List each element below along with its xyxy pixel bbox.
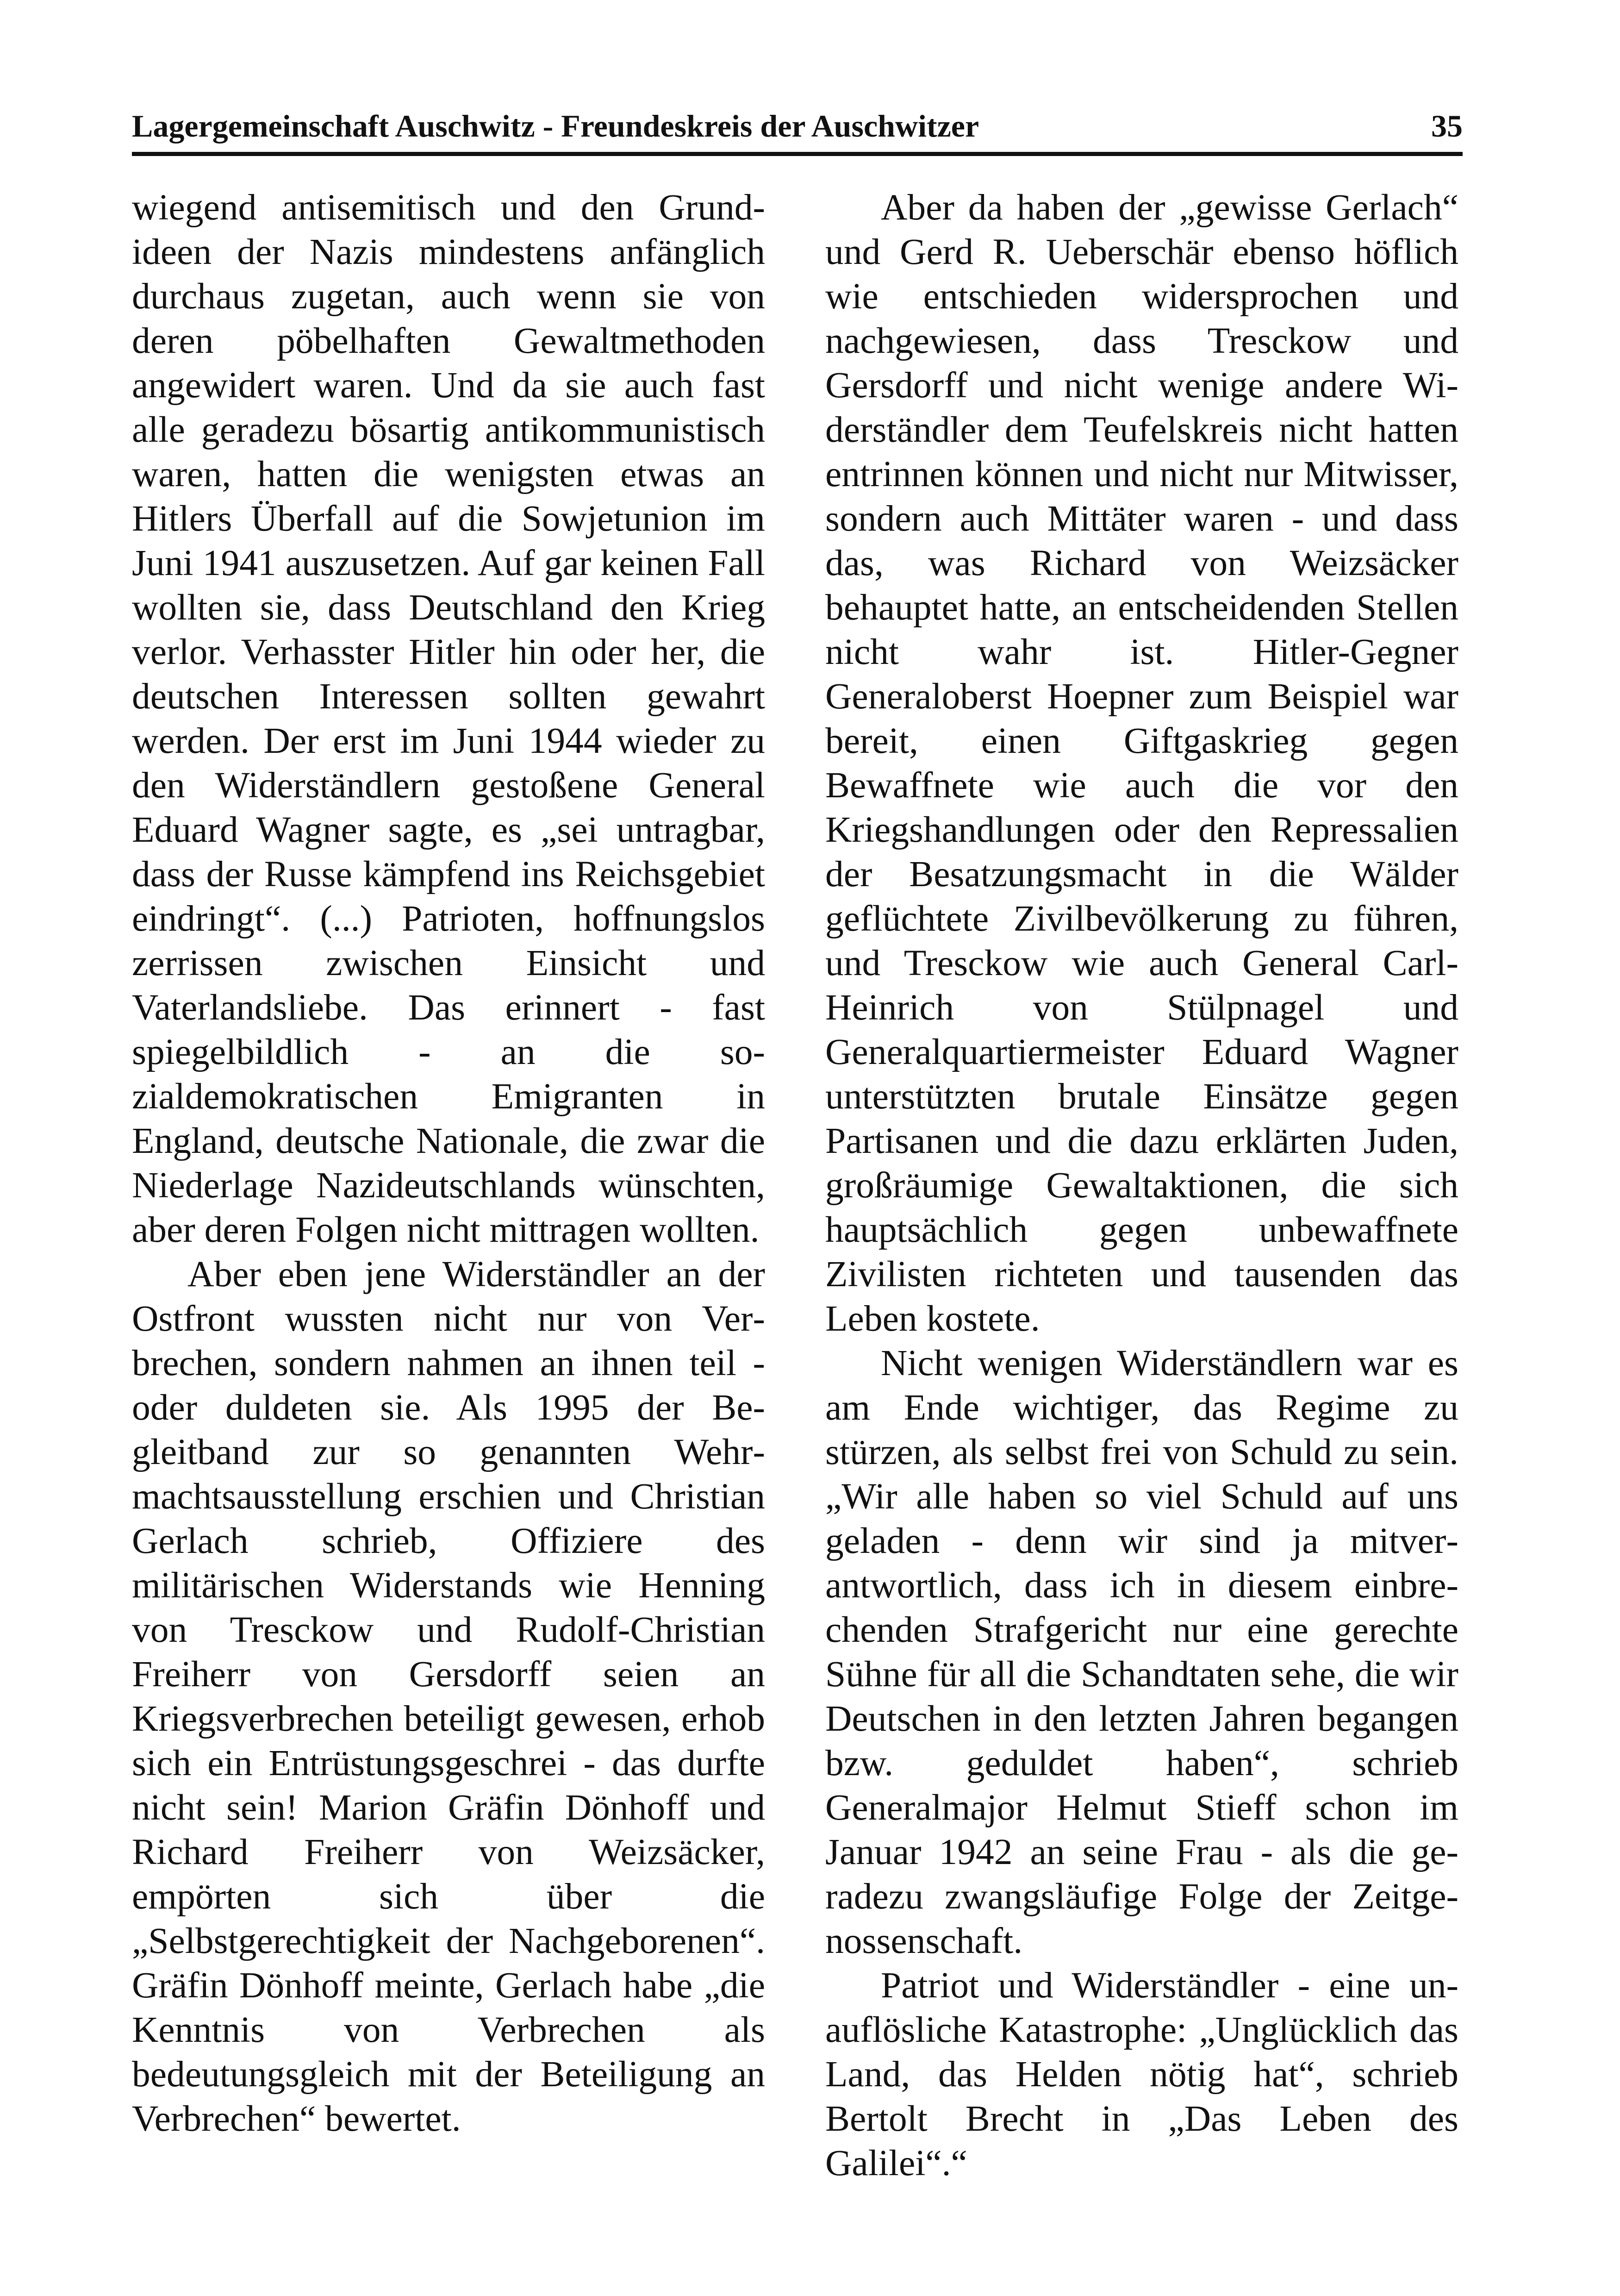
running-header-title: Lagergemeinschaft Auschwitz - Freundeskreis der Auschwitzer (132, 108, 979, 144)
page-number: 35 (1431, 108, 1463, 144)
right-paragraph-3: Patriot und Widerständler - eine unauflösliche Katastrophe: „Unglücklich das Land, das Helden nötig hat“, schrieb Bertolt Brecht in „Das Leben des Galilei“.“ (825, 1965, 1458, 2183)
right-paragraph-1: Aber da haben der „gewisse Gerlach“ und Gerd R. Ueberschär ebenso höflich wie entschieden widersprochen und nachgewiesen, dass Tresckow und Gersdorff und nicht wenige andere Widerständler dem Teufelskreis nicht hatten entrinnen können und nicht nur Mitwisser, sondern auch Mittäter waren - und dass das, was Richard von Weizsäcker behauptet hatte, an entscheidenden Stellen nicht wahr ist. Hitler-Gegner Generaloberst Hoepner zum Beispiel war bereit, einen Giftgaskrieg gegen Bewaffnete wie auch die vor den Kriegshandlungen oder den Repressalien der Besatzungsmacht in die Wälder geflüchtete Zivilbevölkerung zu führen, und Tresckow wie auch General Carl-Heinrich von Stülpnagel und Generalquartiermeister Eduard Wagner unterstützten brutale Einsätze gegen Partisanen und die dazu erklärten Juden, großräumige Gewaltaktionen, die sich hauptsächlich gegen unbewaffnete Zivilisten richteten und tausenden das Leben kostete. (825, 187, 1458, 1339)
right-paragraph-2: Nicht wenigen Widerständlern war es am Ende wichtiger, das Regime zu stürzen, als selbst frei von Schuld zu sein. „Wir alle haben so viel Schuld auf uns geladen - denn wir sind ja mitverantwortlich, dass ich in diesem einbrechenden Strafgericht nur eine gerechte Sühne für all die Schandtaten sehe, die wir Deutschen in den letzten Jahren begangen bzw. geduldet haben“, schrieb Generalmajor Helmut Stieff schon im Januar 1942 an seine Frau - als die geradezu zwangsläufige Folge der Zeitgenossenschaft. (825, 1343, 1458, 1961)
left-column (132, 185, 765, 2141)
left-paragraph-2: Aber eben jene Widerständler an der Ostfront wussten nicht nur von Verbrechen, sondern nahmen an ihnen teil - oder duldeten sie. Als 1995 der Begleitband zur so genannten Wehrmachtsausstellung erschien und Christian Gerlach schrieb, Offiziere des militärischen Widerstands wie Henning von Tresckow und Rudolf-Christian Freiherr von Gersdorff seien an Kriegsverbrechen beteiligt gewesen, erhob sich ein Entrüstungsgeschrei - das durfte nicht sein! Marion Gräfin Dönhoff und Richard Freiherr von Weizsäcker, empörten sich über die „Selbstgerechtigkeit der Nachgeborenen“. Gräfin Dönhoff meinte, Gerlach habe „die Kenntnis von Verbrechen als bedeutungsgleich mit der Beteiligung an Verbrechen“ bewertet. (132, 1254, 765, 2139)
running-header (132, 103, 1463, 158)
left-paragraph-1: wiegend antisemitisch und den Grundideen der Nazis mindestens anfänglich durchaus zugetan, auch wenn sie von deren pöbelhaften Gewaltmethoden angewidert waren. Und da sie auch fast alle geradezu bösartig antikommunistisch waren, hatten die wenigsten etwas an Hitlers Überfall auf die Sowjetunion im Juni 1941 auszusetzen. Auf gar keinen Fall wollten sie, dass Deutschland den Krieg verlor. Verhasster Hitler hin oder her, die deutschen Interessen sollten gewahrt werden. Der erst im Juni 1944 wieder zu den Widerständlern gestoßene General Eduard Wagner sagte, es „sei untragbar, dass der Russe kämpfend ins Reichsgebiet eindringt“. (...) Patrioten, hoffnungslos zerrissen zwischen Einsicht und Vaterlandsliebe. Das erinnert - fast spiegelbildlich - an die sozialdemokratischen Emigranten in England, deutsche Nationale, die zwar die Niederlage Nazideutschlands wünschten, aber deren Folgen nicht mittragen wollten. (132, 187, 765, 1250)
header-rule (132, 152, 1463, 156)
right-column (825, 185, 1458, 2185)
